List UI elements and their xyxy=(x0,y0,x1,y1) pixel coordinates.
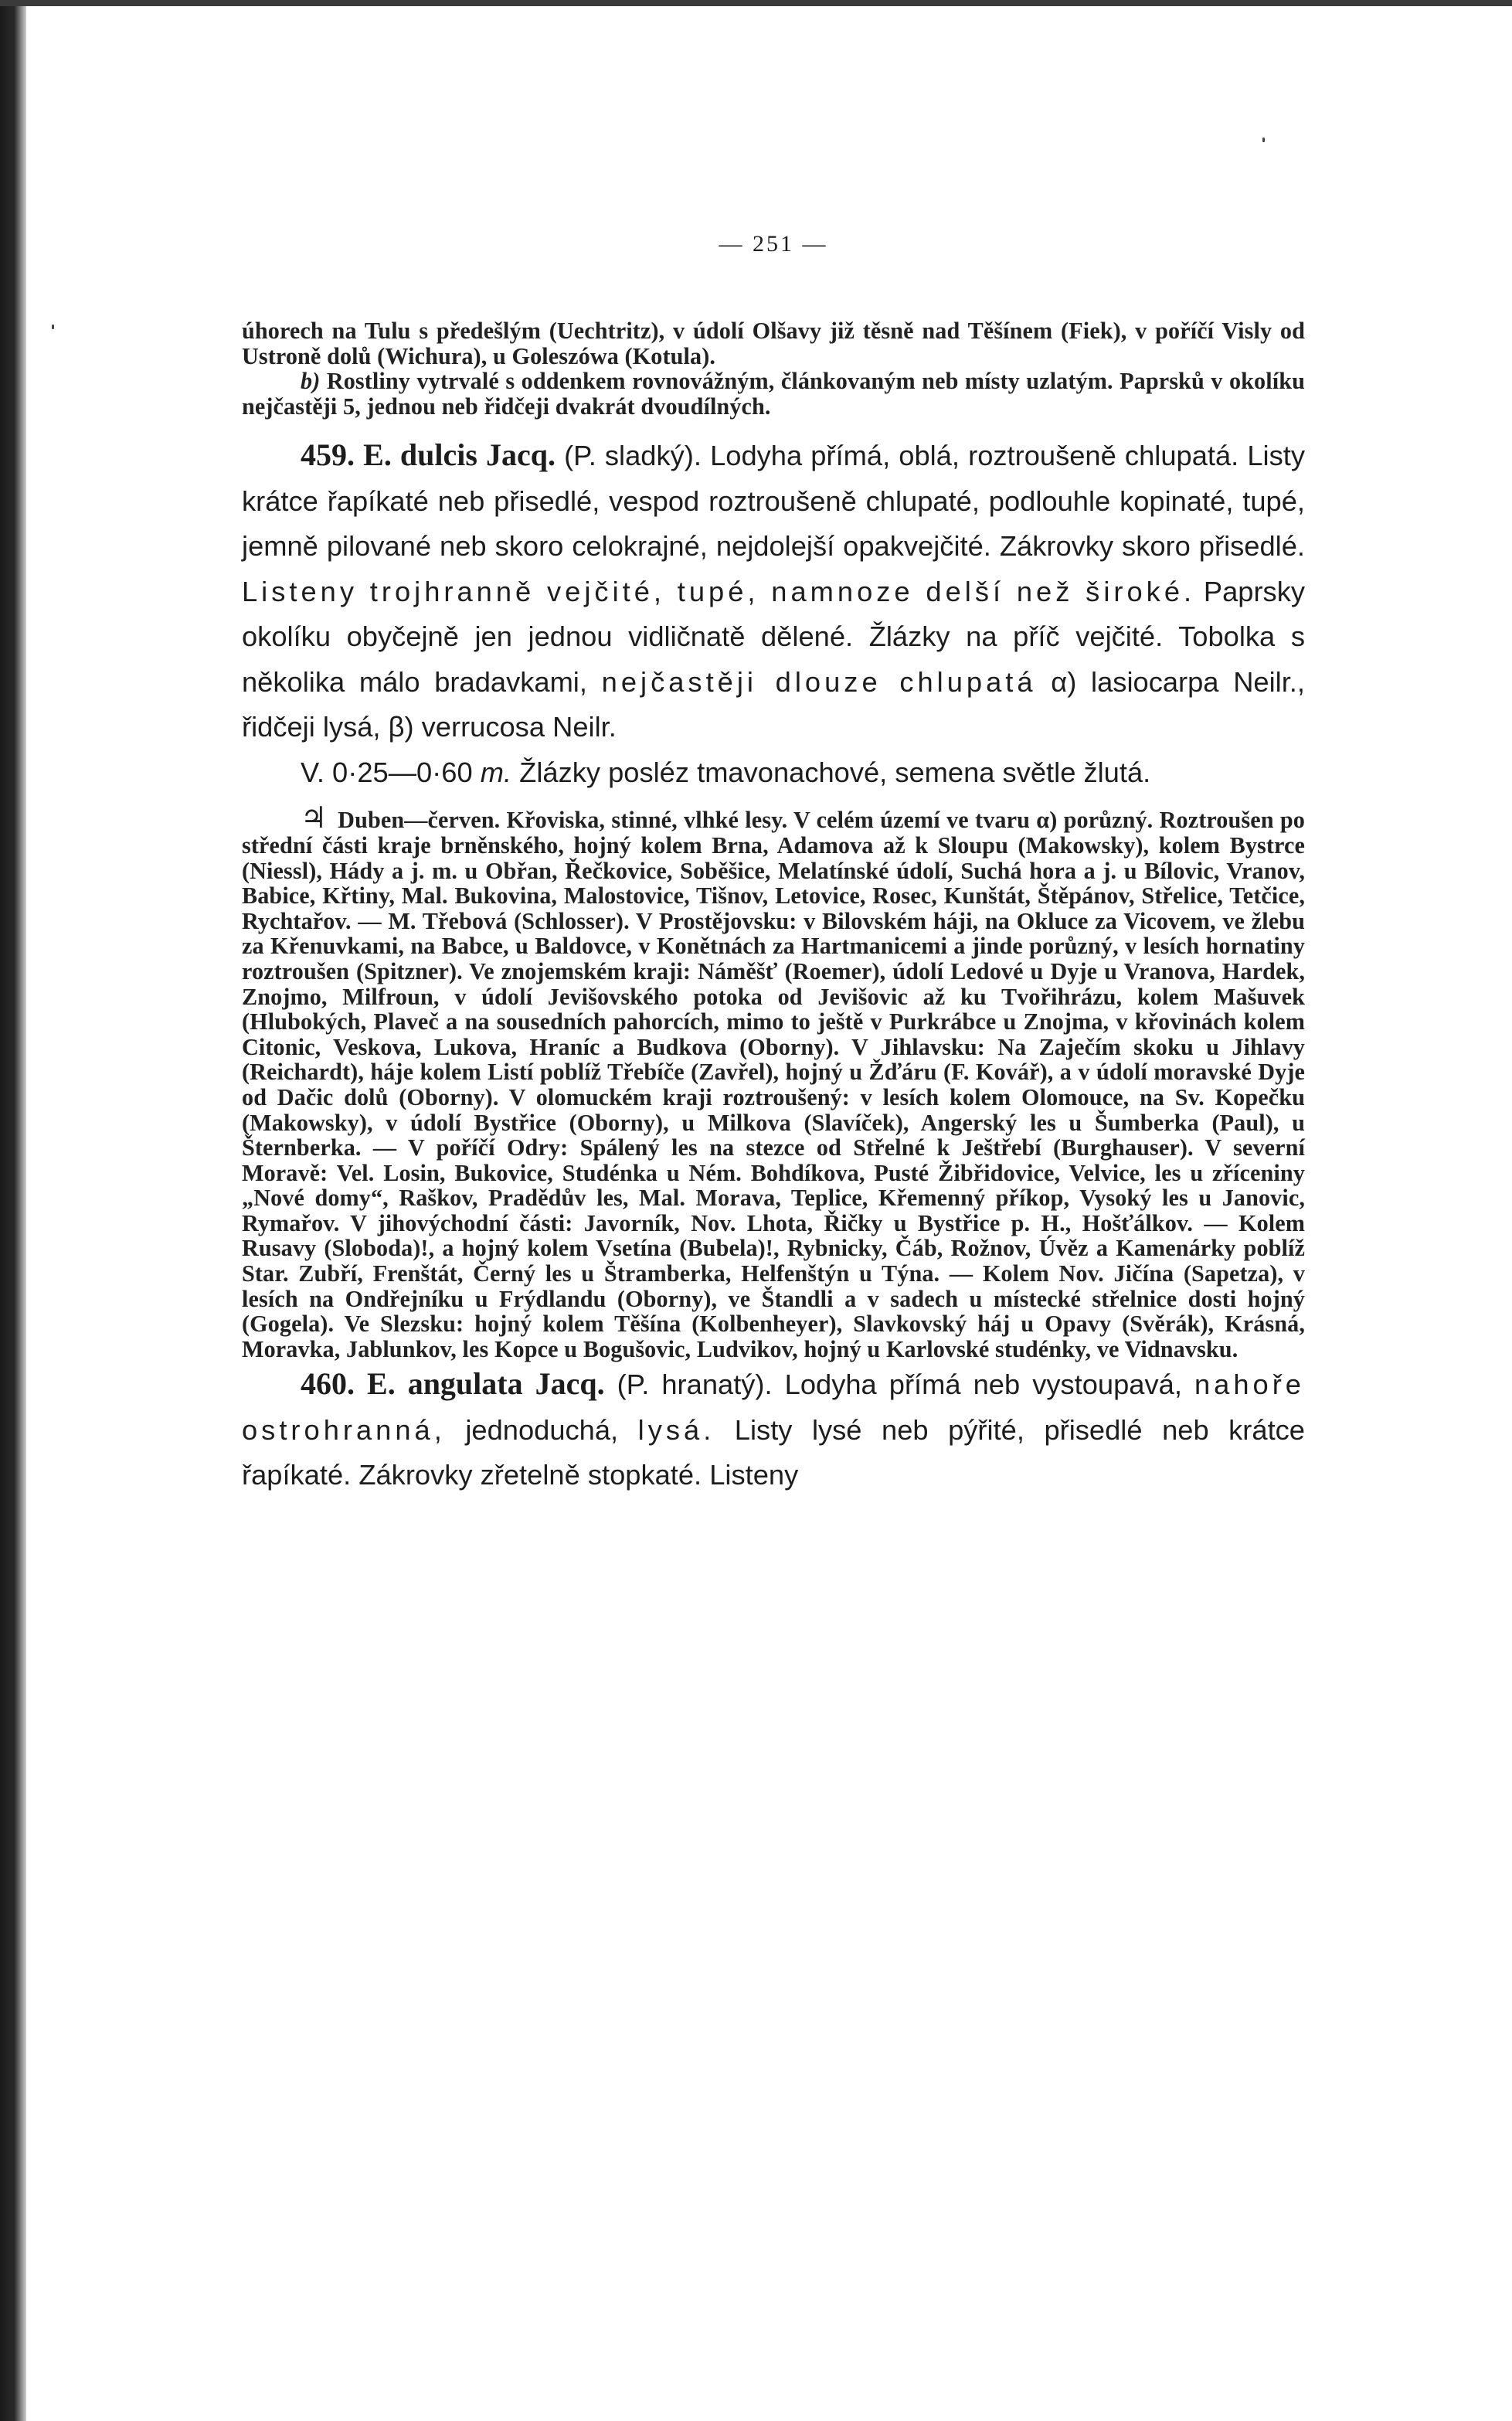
species-emphasis: nejčastěji dlouze chlupatá xyxy=(601,665,1037,698)
species-text: α) lasiocarpa Neilr., řidčeji lysá, β) verrucosa Neilr. xyxy=(242,665,1305,743)
species-459-habitat xyxy=(242,802,1305,1362)
scan-edge-top xyxy=(0,0,1512,6)
species-text: V. 0·25—0·60 xyxy=(301,756,481,788)
species-name: E. dulcis Jacq. xyxy=(363,437,556,473)
species-text: jednoduchá, xyxy=(445,1413,638,1446)
species-emphasis: nahoře ostrohranná, xyxy=(242,1369,1305,1446)
species-text: Paprsky okolíku obyčejně jen jednou vidličnatě dělené. Žlázky na příč vejčité. Tobolka s několika málo bradavkami, xyxy=(242,575,1305,698)
species-text: (P. sladký). Lodyha přímá, oblá, roztroušeně chlupatá. Listy krátce řapíkaté neb přisedlé, vespod roztroušeně chlupaté, podlouhle kopinaté, tupé, jemně pilované neb skoro celokrajné, nejdolejší opakvejčité. Zákrovky skoro přisedlé. xyxy=(242,440,1306,563)
scan-edge-left xyxy=(0,0,26,2421)
species-name: E. angulata Jacq. xyxy=(367,1366,605,1402)
intro-paragraph-2-text: Rostliny vytrvalé s oddenkem rovnovážným, článkovaným neb místy uzlatým. Paprsků v okolíku nejčastěji 5, jednou neb řidčeji dvakrát dvoudílných. xyxy=(242,368,1305,420)
perennial-symbol-icon: ♃ xyxy=(301,802,328,835)
species-459-description-2 xyxy=(242,750,1305,796)
habitat-text: Duben—červen. Křoviska, stinné, vlhké lesy. V celém území ve tvaru α) porůzný. Roztroušen po střední části kraje brněnského, hojný kolem Brna, Adamova až k Sloupu (Makowsky), kolem Bystrce (Niessl), Hády a j. m. u Obřan, Řečkovice, Soběšice, Melatínské údolí, Suchá hora a j. u Bílovic, Vranov, Babice, Křtiny, Mal. Bukovina, Malostovice, Tišnov, Letovice, Rosec, Kunštát, Štěpánov, Střelice, Tetčice, Rychtařov. — M. Třebová (Schlosser). V Prostějovsku: v Bilovském háji, na Okluce za Vicovem, ve žlebu za Křenuvkami, na Babce, u Baldovce, v Konětnách za Hartmanicemi a jinde porůzný, v lesích hornatiny roztroušen (Spitzner). Ve znojemském kraji: Náměšť (Roemer), údolí Ledové u Dyje u Vranova, Hardek, Znojmo, Milfroun, v údolí Jevišovského potoka od Jevišovic až ku Tvořihrázu, kolem Mašuvek (Hlubokých, Plaveč a na sousedních pahorcích, mimo to ještě v Purkrábce u Znojma, v křovinách kolem Citonic, Veskova, Lukova, Hraníc a Budkova (Oborny). V Jihlavsku: Na Zaječím skoku u Jihlavy (Reichardt), háje kolem Listí poblíž Třebíče (Zavřel), hojný u Žďáru (F. Kovář), a v údolí moravské Dyje od Dačic dolů (Oborny). V olomuckém kraji roztroušený: v lesích kolem Olomouce, na Sv. Kopečku (Makowsky), v údolí Bystřice (Oborny), u Milkova (Slavíček), Angerský les u Šumberka (Paul), u Šternberka. — V poříčí Odry: Spálený les na stezce od Střelné k Ještřebí (Burghauser). V severní Moravě: Vel. Losin, Bukovice, Studénka u Ném. Bohdíkova, Pusté Žibřidovice, Velvice, les u zříceniny „Nové domy“, Raškov, Pradědův les, Mal. Morava, Teplice, Křemenný příkop, Vysoký les u Janovic, Rymařov. V jihovýchodní části: Javorník, Nov. Lhota, Řičky u Bystřice p. H., Hošťálkov. — Kolem Rusavy (Sloboda)!, a hojný kolem Vsetína (Bubela)!, Rybnicky, Čáb, Rožnov, Úvěz a Kamenárky poblíž Star. Zubří, Frenštát, Černý les u Štramberka, Helfenštýn u Týna. — Kolem Nov. Jičína (Sapetza), v lesích na Ondřejníku u Frýdlandu (Oborny), ve Štandli a v sadech u místecké střelnice dosti hojný (Gogela). Ve Slezsku: hojný kolem Těšína (Kolbenheyer), Slavkovský háj u Opavy (Svěrák), Krásná, Moravka, Jablunkov, les Kopce u Bogušovic, Ludvikov, hojný u Karlovské studénky, ve Vidnavsku. xyxy=(242,807,1305,1362)
species-text: Žlázky posléz tmavonachové, semena světle žlutá. xyxy=(511,756,1151,788)
species-emphasis: lysá. xyxy=(637,1413,715,1446)
species-text: Listy lysé neb pýřité, přisedlé neb krátce řapíkaté. Zákrovky zřetelně stopkaté. Listeny xyxy=(242,1413,1305,1491)
species-number: 459. xyxy=(301,437,355,473)
intro-paragraph-1: úhorech na Tulu s předešlým (Uechtritz), v údolí Olšavy již těsně nad Těšínem (Fiek), v poříčí Visly od Ustroně dolů (Wichura), u Goleszówa (Kotula). xyxy=(242,318,1305,369)
species-emphasis: Listeny trojhranně vejčité, tupé, namnoze delší než široké. xyxy=(242,575,1196,607)
species-text: (P. hranatý). Lodyha přímá neb vystoupavá, xyxy=(604,1369,1194,1401)
intro-paragraph-2 xyxy=(242,369,1305,419)
book-page xyxy=(242,230,1305,2409)
scan-speck xyxy=(52,325,54,329)
species-460-description xyxy=(242,1362,1305,1498)
unit: m. xyxy=(480,756,512,788)
species-459-description xyxy=(242,433,1305,750)
spacer xyxy=(242,795,1305,806)
spacer xyxy=(242,419,1305,433)
subsection-label: b) xyxy=(301,368,321,395)
scan-speck xyxy=(1262,138,1265,142)
species-number: 460. xyxy=(301,1366,355,1402)
page-number: — 251 — xyxy=(719,231,828,257)
